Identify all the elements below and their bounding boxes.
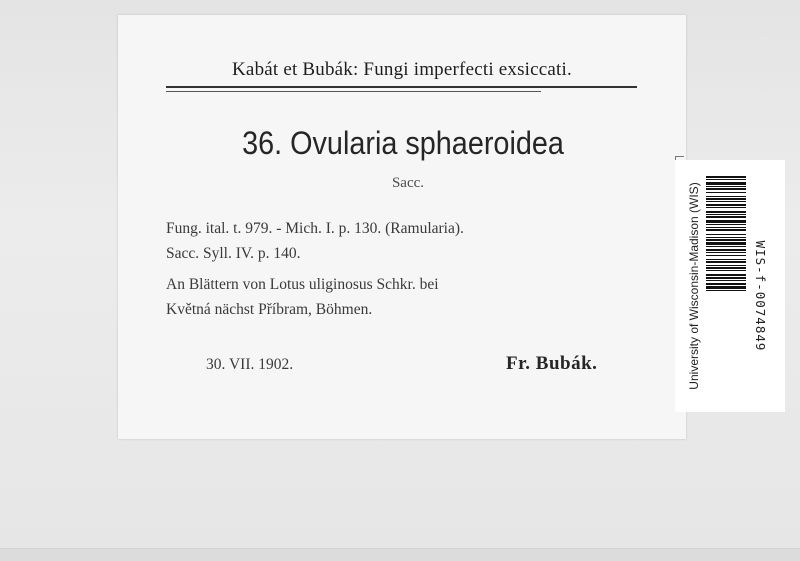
barcode-bar [706,211,746,213]
barcode-bar [706,265,746,266]
barcode-bar [706,227,746,228]
collector-name: Fr. Bubák. [506,353,598,374]
barcode-bar [706,207,746,208]
barcode-bar [706,201,746,202]
collection-date: 30. VII. 1902. [206,356,294,373]
barcode-bar [706,261,746,263]
reference-line-2: Sacc. Syll. IV. p. 140. [166,245,301,262]
specimen-label [118,15,686,439]
barcode-bar [706,216,746,218]
barcode-image [706,176,746,396]
barcode-bar [706,246,746,247]
barcode-bar [706,249,746,251]
barcode-bar [706,186,746,187]
barcode-bar [706,270,746,271]
habitat-line-2: Květná nächst Příbram, Böhmen. [166,301,373,318]
species-name: 36. Ovularia sphaeroidea [242,125,564,161]
barcode-bar [706,198,746,200]
barcode-bar [706,220,746,223]
barcode-bar [706,196,746,197]
label-header: Kabát et Bubák: Fungi imperfecti exsiccati. [232,59,572,80]
barcode-bar [706,176,746,178]
barcode-bar [706,277,746,279]
barcode-bar [706,179,746,180]
barcode-bar [706,274,746,276]
barcode-bar [706,242,746,245]
sheet-bottom-edge [0,548,800,561]
barcode-bar [706,267,746,269]
barcode-bar [706,252,746,253]
barcode-bar [706,229,746,231]
barcode-bar [706,259,746,260]
barcode-bar [706,234,746,235]
species-author: Sacc. [391,175,425,191]
barcode-bar [706,204,746,206]
barcode-bar [706,188,746,190]
barcode-bar [706,280,746,281]
barcode-bar [706,224,746,225]
barcode-bar [706,182,746,185]
barcode-bar [706,192,746,193]
barcode-bar [706,237,746,238]
barcode-bar [706,239,746,241]
habitat-line-1: An Blättern von Lotus uliginosus Schkr. bei [166,276,439,293]
barcode-bar [706,290,746,291]
reference-line-1: Fung. ital. t. 979. - Mich. I. p. 130. (Ramularia). [166,220,464,237]
barcode-bar [706,255,746,256]
barcode-bar [706,214,746,215]
barcode-institution: University of Wisconsin-Madison (WIS) [687,182,701,390]
header-rule-thick [166,86,637,88]
barcode-specimen-id: WIS-f-0074849 [753,240,768,352]
barcode-bar [706,286,746,289]
barcode-bar [706,283,746,285]
header-rule-thin [166,91,541,92]
